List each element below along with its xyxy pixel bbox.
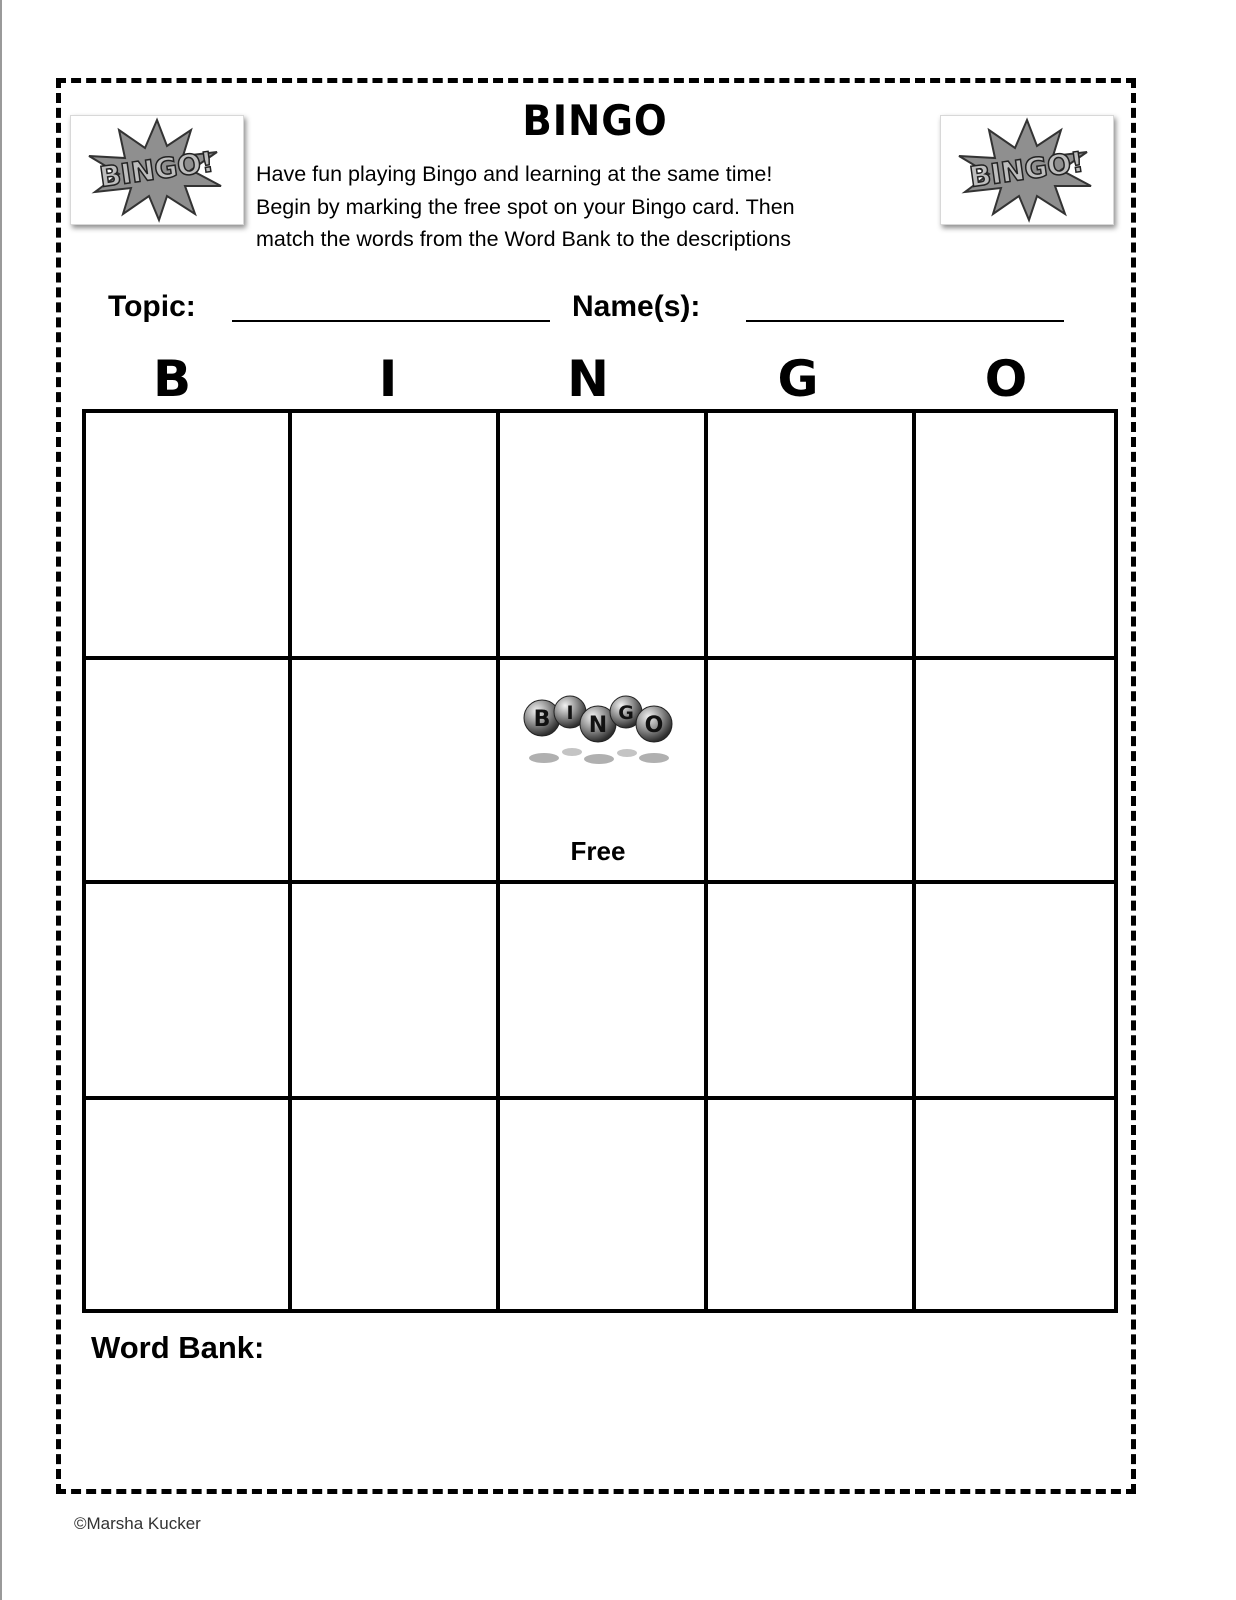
copyright: ©Marsha Kucker [74, 1514, 201, 1533]
grid-line [912, 409, 916, 1313]
bingo-logo-left [70, 115, 244, 225]
names-label: Name(s): [572, 290, 701, 323]
bingo-logo-right [940, 115, 1114, 225]
instruction-line: Have fun playing Bingo and learning at the same time! [256, 162, 773, 186]
ball-letter: N [588, 713, 608, 738]
instruction-line: match the words from the Word Bank to the descriptions [256, 227, 791, 251]
grid-line [82, 1096, 1118, 1100]
logo-text: BINGO! [967, 145, 1086, 194]
instructions [256, 158, 936, 256]
grid-line [82, 880, 1118, 884]
bingo-balls-image [522, 682, 676, 777]
column-letter-i: I [378, 350, 398, 408]
instruction-line: Begin by marking the free spot on your Bingo card. Then [256, 194, 795, 219]
column-letter-b: B [152, 350, 192, 408]
logo-text: BINGO! [97, 145, 216, 194]
grid-line [82, 656, 1118, 660]
topic-label: Topic: [108, 290, 196, 323]
grid-line [496, 409, 500, 1313]
column-letter-n: N [567, 350, 609, 408]
topic-input-line[interactable] [232, 320, 550, 322]
grid-line [704, 409, 708, 1313]
column-letter-g: G [777, 350, 819, 408]
ball-letter: B [533, 707, 551, 732]
word-bank-label: Word Bank: [91, 1330, 265, 1365]
column-letter-o: O [984, 350, 1028, 408]
free-space-label: Free [570, 836, 626, 866]
ball-letter: I [566, 702, 574, 724]
grid-line [288, 409, 292, 1313]
ball-letter: G [618, 702, 634, 724]
page-edge [0, 0, 2, 1600]
page-title: BINGO [522, 96, 668, 145]
ball-letter: O [644, 713, 664, 738]
names-input-line[interactable] [746, 320, 1064, 322]
